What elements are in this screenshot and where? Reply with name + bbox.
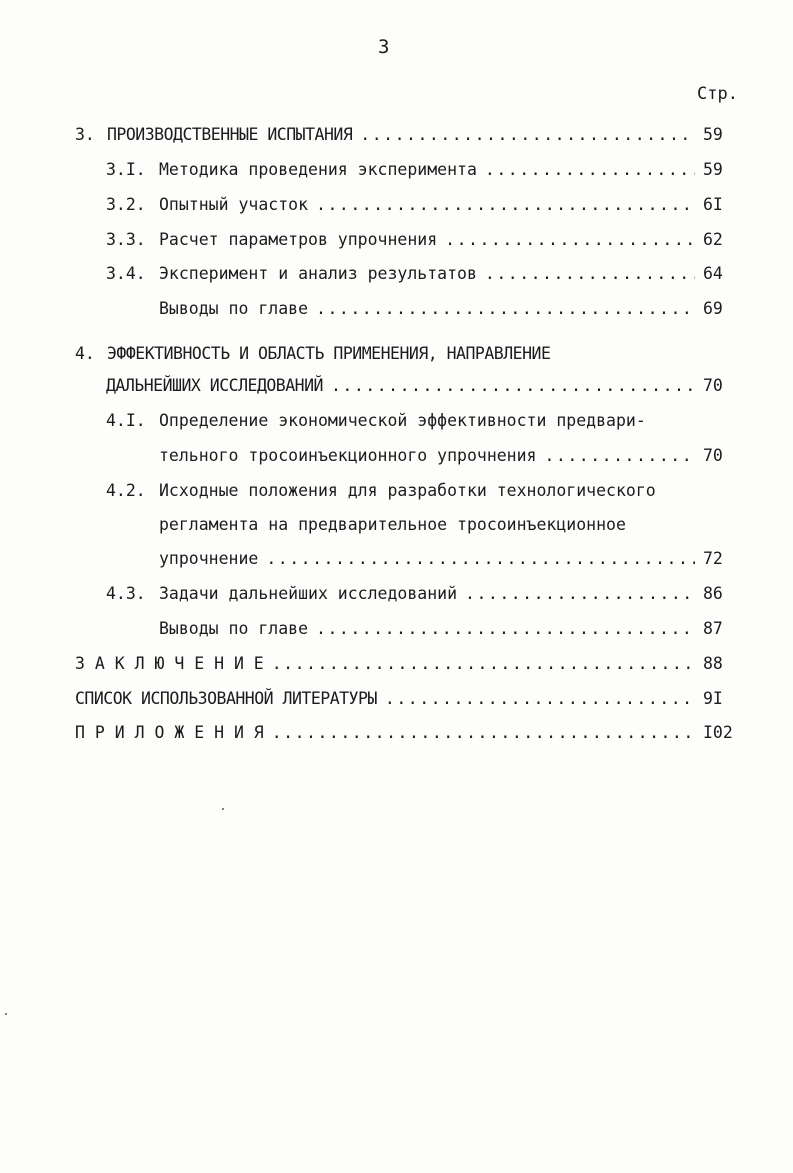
toc-number: 3.4. <box>106 264 146 283</box>
toc-entry-section-4-1-line-2 <box>159 446 793 472</box>
toc-page: 59 <box>703 160 723 179</box>
toc-leader-dots <box>385 689 695 708</box>
toc-page: 70 <box>703 446 723 465</box>
toc-entry-section-4-2-line-1 <box>106 481 656 507</box>
toc-title: Задачи дальнейших исследований <box>159 584 458 603</box>
toc-title: Выводы по главе <box>159 299 309 318</box>
toc-entry-section-3-3 <box>106 230 793 256</box>
toc-entry-conclusion <box>75 654 793 680</box>
toc-leader-dots <box>272 723 695 742</box>
toc-page: 88 <box>703 654 723 673</box>
toc-page: I02 <box>703 723 733 742</box>
scan-speck <box>222 808 224 810</box>
toc-page: 86 <box>703 584 723 603</box>
scan-speck <box>5 1013 7 1015</box>
toc-title: Определение экономической эффективности предвари- <box>159 411 646 430</box>
toc-entry-section-3-2 <box>106 195 793 221</box>
toc-entry-section-4-1-line-1 <box>106 411 646 437</box>
toc-title: З А К Л Ю Ч Е Н И Е <box>75 654 264 673</box>
toc-page: 64 <box>703 264 723 283</box>
toc-leader-dots <box>485 264 695 283</box>
toc-entry-section-3-1 <box>106 160 793 186</box>
toc-entry-chapter-4-line-1 <box>75 344 550 370</box>
toc-title: Выводы по главе <box>159 619 309 638</box>
toc-title: ДАЛЬНЕЙШИХ ИССЛЕДОВАНИЙ <box>106 376 323 395</box>
toc-leader-dots <box>465 584 695 603</box>
toc-title: упрочнение <box>159 549 259 568</box>
toc-leader-dots <box>485 160 695 179</box>
toc-number: 4. <box>75 344 95 363</box>
toc-entry-appendices <box>75 723 793 749</box>
toc-title: Методика проведения эксперимента <box>159 160 477 179</box>
toc-number: 3.3. <box>106 230 146 249</box>
toc-entry-chapter-4-conclusions <box>159 619 793 645</box>
toc-leader-dots <box>316 619 695 638</box>
toc-number: 3. <box>75 125 95 144</box>
toc-title: Эксперимент и анализ результатов <box>159 264 477 283</box>
toc-title: Опытный участок <box>159 195 309 214</box>
toc-entry-section-4-2-line-2 <box>159 515 626 541</box>
page-column-label: Стр. <box>697 84 738 104</box>
toc-leader-dots <box>331 376 695 395</box>
toc-entry-section-3-4 <box>106 264 793 290</box>
toc-page: 69 <box>703 299 723 318</box>
page-number: 3 <box>378 36 390 58</box>
toc-title: регламента на предварительное тросоинъекционное <box>159 515 626 534</box>
toc-title: ПРОИЗВОДСТВЕННЫЕ ИСПЫТАНИЯ <box>107 125 353 144</box>
toc-title: Исходные положения для разработки технологического <box>159 481 656 500</box>
toc-title: ЭФФЕКТИВНОСТЬ И ОБЛАСТЬ ПРИМЕНЕНИЯ, НАПРАВЛЕНИЕ <box>107 344 551 363</box>
toc-number: 4.3. <box>106 584 146 603</box>
toc-number: 3.2. <box>106 195 146 214</box>
toc-leader-dots <box>272 654 695 673</box>
toc-page: 72 <box>703 549 723 568</box>
toc-entry-chapter-4-line-2 <box>106 376 793 402</box>
toc-number: 3.I. <box>106 160 146 179</box>
toc-entry-section-4-2-line-3 <box>159 549 793 575</box>
toc-page: 62 <box>703 230 723 249</box>
toc-leader-dots <box>266 549 695 568</box>
toc-entry-references <box>75 689 793 715</box>
toc-page: 9I <box>703 689 723 708</box>
toc-leader-dots <box>445 230 695 249</box>
toc-page: 70 <box>703 376 723 395</box>
toc-title: Расчет параметров упрочнения <box>159 230 438 249</box>
toc-title: тельного тросоинъекционного упрочнения <box>159 446 537 465</box>
toc-entry-chapter-3-conclusions <box>159 299 793 325</box>
toc-page: 59 <box>703 125 723 144</box>
toc-entry-chapter-3 <box>75 125 793 151</box>
toc-page: 6I <box>703 195 723 214</box>
toc-leader-dots <box>360 125 695 144</box>
toc-number: 4.2. <box>106 481 146 500</box>
toc-title: СПИСОК ИСПОЛЬЗОВАННОЙ ЛИТЕРАТУРЫ <box>75 689 377 708</box>
toc-leader-dots <box>316 299 695 318</box>
toc-title: П Р И Л О Ж Е Н И Я <box>75 723 264 742</box>
toc-page: 87 <box>703 619 723 638</box>
toc-leader-dots <box>545 446 696 465</box>
toc-number: 4.I. <box>106 411 146 430</box>
toc-entry-section-4-3 <box>106 584 793 610</box>
toc-leader-dots <box>316 195 695 214</box>
